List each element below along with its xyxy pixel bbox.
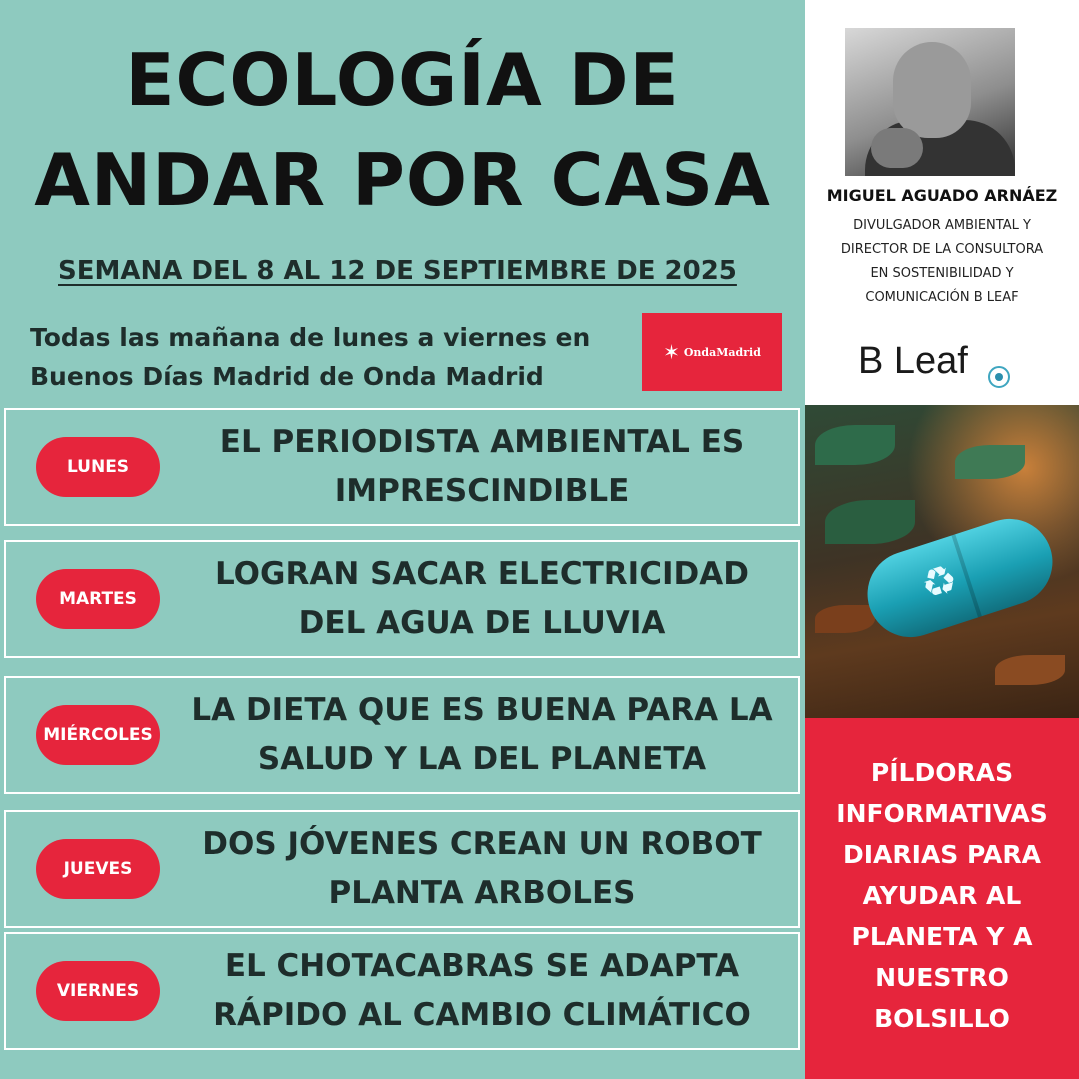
photo-head-shape bbox=[893, 42, 971, 138]
day-topic-line-1: LA DIETA QUE ES BUENA PARA LA bbox=[191, 692, 773, 728]
day-topic bbox=[176, 418, 788, 516]
intro-text bbox=[30, 318, 630, 396]
day-topic-line-1: EL PERIODISTA AMBIENTAL ES bbox=[219, 424, 745, 460]
day-topic-line-2: SALUD Y LA DEL PLANETA bbox=[257, 741, 707, 777]
day-topic bbox=[176, 820, 788, 918]
intro-line-1: Todas las mañana de lunes a viernes en bbox=[30, 323, 591, 352]
day-row-martes bbox=[4, 540, 800, 658]
week-subtitle: SEMANA DEL 8 AL 12 DE SEPTIEMBRE DE 2025 bbox=[58, 256, 737, 286]
day-row-viernes bbox=[4, 932, 800, 1050]
day-topic-line-1: LOGRAN SACAR ELECTRICIDAD bbox=[215, 556, 749, 592]
leaf-shape bbox=[825, 500, 915, 544]
tagline-line-2: INFORMATIVAS bbox=[836, 799, 1048, 828]
photo-hand-shape bbox=[871, 128, 923, 168]
presenter-role-line-3: EN SOSTENIBILIDAD Y bbox=[870, 266, 1014, 281]
leaf-shape bbox=[815, 605, 875, 633]
day-topic-line-1: DOS JÓVENES CREAN UN ROBOT bbox=[202, 826, 762, 862]
tagline-line-3: DIARIAS PARA bbox=[843, 840, 1041, 869]
tagline-text bbox=[805, 752, 1079, 1039]
day-row-miercoles bbox=[4, 676, 800, 794]
leaf-shape bbox=[815, 425, 895, 465]
tagline-line-6: NUESTRO bbox=[875, 963, 1009, 992]
presenter-role-line-2: DIRECTOR DE LA CONSULTORA bbox=[840, 242, 1044, 257]
presenter-role-line-4: COMUNICACIÓN B LEAF bbox=[865, 290, 1019, 305]
day-topic-line-2: PLANTA ARBOLES bbox=[328, 875, 636, 911]
tagline-line-7: BOLSILLO bbox=[874, 1004, 1010, 1033]
day-topic bbox=[176, 942, 788, 1040]
page-title bbox=[0, 30, 805, 230]
day-topic-line-2: RÁPIDO AL CAMBIO CLIMÁTICO bbox=[213, 997, 751, 1033]
leaf-shape bbox=[955, 445, 1025, 479]
day-topic-line-2: IMPRESCINDIBLE bbox=[334, 473, 630, 509]
day-badge: MARTES bbox=[36, 569, 160, 629]
b-leaf-logo-icon bbox=[988, 366, 1010, 388]
star-icon: ✶ bbox=[663, 340, 680, 364]
day-badge: VIERNES bbox=[36, 961, 160, 1021]
day-badge: LUNES bbox=[36, 437, 160, 497]
onda-madrid-logo bbox=[642, 313, 782, 391]
recycle-icon: ♻ bbox=[915, 555, 964, 611]
day-badge: MIÉRCOLES bbox=[36, 705, 160, 765]
presenter-name: MIGUEL AGUADO ARNÁEZ bbox=[826, 186, 1058, 205]
intro-line-2: Buenos Días Madrid de Onda Madrid bbox=[30, 362, 544, 391]
tagline-line-4: AYUDAR AL bbox=[862, 881, 1022, 910]
day-topic bbox=[176, 550, 788, 648]
day-topic-line-2: DEL AGUA DE LLUVIA bbox=[298, 605, 666, 641]
tagline-line-5: PLANETA Y A bbox=[851, 922, 1033, 951]
presenter-role-line-1: DIVULGADOR AMBIENTAL Y bbox=[853, 218, 1031, 233]
title-line-1: ECOLOGÍA DE bbox=[125, 38, 680, 122]
recycle-capsule-image bbox=[805, 405, 1079, 718]
title-line-2: ANDAR POR CASA bbox=[34, 138, 771, 222]
tagline-line-1: PÍLDORAS bbox=[870, 758, 1014, 787]
day-row-jueves bbox=[4, 810, 800, 928]
day-row-lunes bbox=[4, 408, 800, 526]
day-badge: JUEVES bbox=[36, 839, 160, 899]
presenter-role bbox=[805, 214, 1079, 310]
onda-madrid-logo-text: OndaMadrid bbox=[683, 345, 761, 359]
leaf-shape bbox=[995, 655, 1065, 685]
day-topic bbox=[176, 686, 788, 784]
day-topic-line-1: EL CHOTACABRAS SE ADAPTA bbox=[224, 948, 740, 984]
b-leaf-logo: B Leaf bbox=[858, 340, 968, 382]
presenter-photo bbox=[845, 28, 1015, 176]
